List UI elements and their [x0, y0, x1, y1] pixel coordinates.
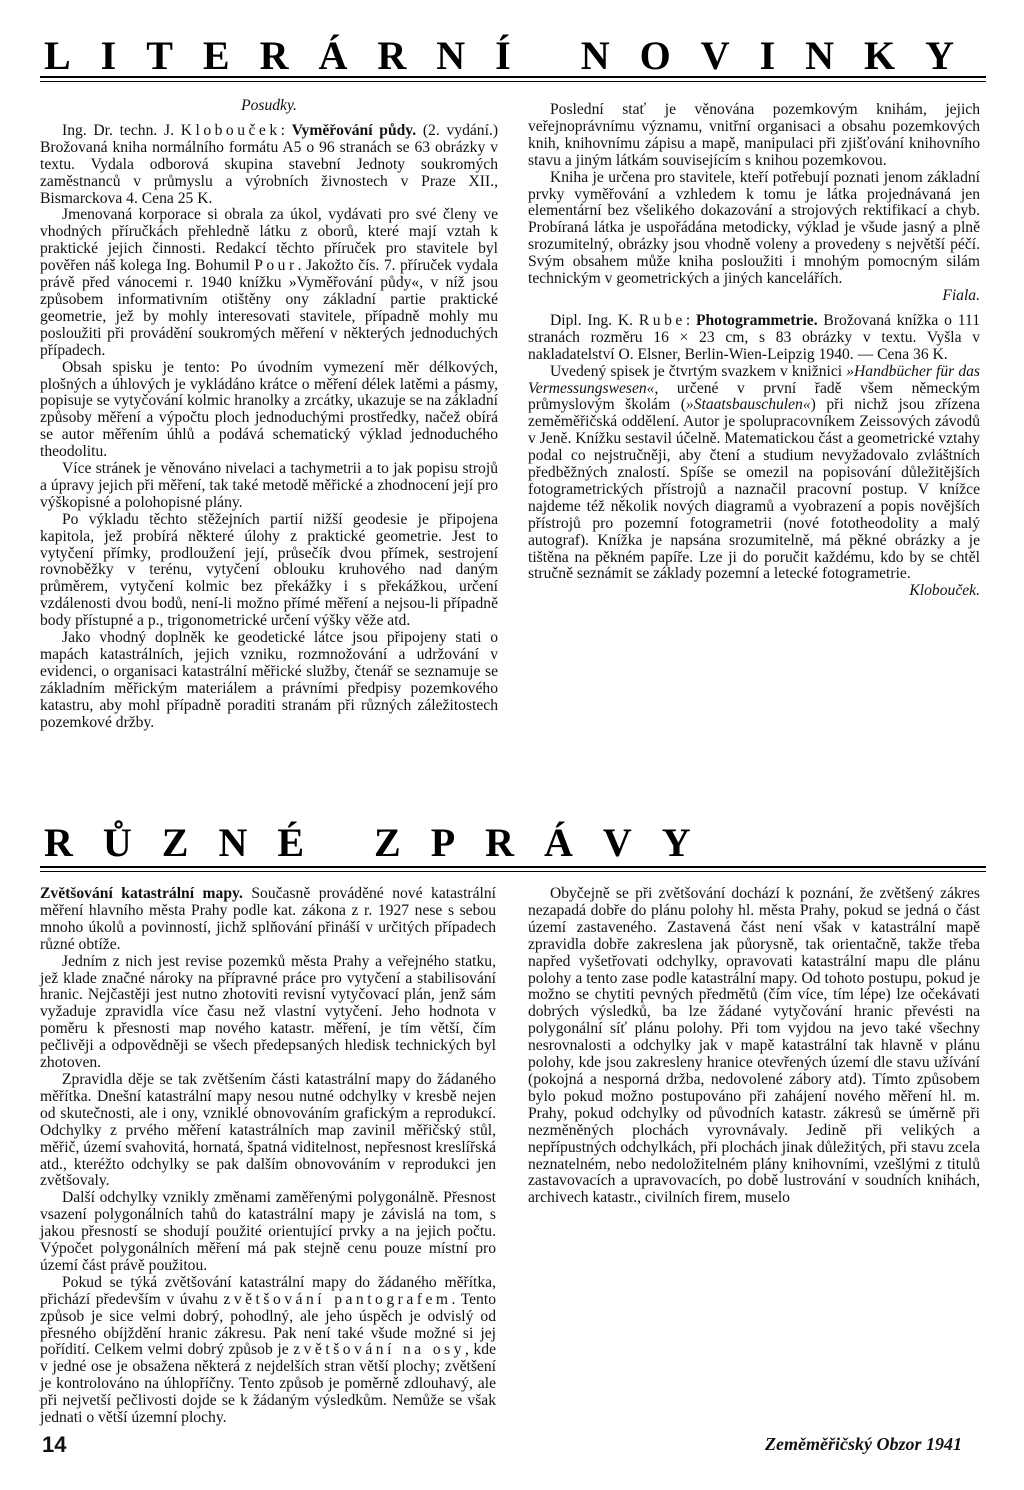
book2-citation: Dipl. Ing. K. Rube: Photogrammetrie. Brožovaná knížka o 111 stranách rozměru 16 × 23 cm, s 83 obrázky v textu. Vyšla v nakladatelství O. Elsner, Berlin-Wien-Leipzig 1940. — Cena 36 K.: [528, 311, 980, 363]
editor-name: Pour: [254, 257, 298, 275]
article-paragraph: Pokud se týká zvětšování katastrální mapy do žádaného měřítka, přichází především v úvahu zvětšování pantografem. Tento způsob je sice velmi dobrý, pohodlný, ale jeho úspěch je odvislý od přesného obíjždění hranic zákresu. Pak není také všude možné si jej pořídití. Celkem velmi dobrý způsob je zvětšování na osy, kde v jedné ose je obsažena některá z nejdelších stran větší plochy; zvětšení je kontrolováno na úhlopříčny. Tento způsob je poměrně zdlouhavý, ale při nejvetší pečlivosti dojde se k žádaným výsledkům. Nemůže se však jednati o větší územní plochy.: [40, 1273, 496, 1427]
book1-paragraph: Jako vhodný doplněk ke geodetické látce jsou připojeny stati o mapách katastrálních, jejich vzniku, rozmnožování a udržování v evidenci, o organisaci katastrální měřické služby, čtenář se seznamuje se základním měřickým materiálem a právními předpisy pozemkového katastru, aby mohl případně poraditi stranám při různých záležitostech pozemkové držby.: [40, 629, 498, 731]
book1-citation: Ing. Dr. techn. J. Klobouček: Vyměřování půdy. (2. vydání.) Brožovaná kniha normálního formátu A5 o 96 stranách se 63 obrázky v textu. Vydala odborová skupina stavební Jednoty soukromých zaměstnanců v průmyslu a výrobních živnostech v Praze XII., Bismarckova 4. Cena 25 K.: [40, 121, 499, 207]
article-paragraph: Další odchylky vznikly změnami zaměřenými polygonálně. Přesnost vsazení polygonálních tahů do katastrální mapy je závislá na tom, s jakou přesností se shodují použité orientující prvky a na jejich počtu. Výpočet polygonálních měření má pak stejně cenu pouze místní pro území část právě použitou.: [40, 1189, 496, 1274]
article-paragraph: Obyčejně se při zvětšování dochází k poznání, že zvětšený zákres nezapadá dobře do plánu polohy hl. města Prahy, pokud se jedná o část území zastaveného. Zastavená část není však v katastrální mapě zpravidla dobře zakreslena jak půorysně, tak orientačně, takže třeba napřed vyšetřovati odchylky, opravovati katastrální mapu dle plánu polohy a tento zase podle katastrální mapy. Od tohoto postupu, pokud je možno se chytiti pevných předmětů (čím více, tím lépe) lze očekávati dobrých výsledků, ba lze žádané vytyčování hranic převésti na polygonální síť plánu polohy. Při tom vyjdou na jevo také všechny nesrovnalosti a odchylky jak v mapě katastrální tak hlavně v plánu polohy, kde jsou zakresleny hranice otevřených území dle stavu užívání (pokojná a nesporná držba, nedovolené zábory atd). Tímto způsobem bylo pokud možno postupováno při zahájení nového měření hl. m. Prahy, pokud odchylky od původních katastr. zákresů se úměrně při nezměněných plochách vyrovnávaly. Jedině při velikých a nepřípustných odchylkách, při plochách jinak důležitých, při stavu zcela neznatelném, nebo nedoložitelném plány knihovními, vzešlými z titulů zastavovacích a upravovacích, po době lustrování v soudních knihách, archivech katastr., civilních firem, muselo: [528, 885, 980, 1207]
reviews-subheading: Posudky.: [241, 97, 297, 114]
series-name: »Handbücher für das Vermessungswesen«: [528, 362, 980, 397]
title-rule-top: [40, 866, 986, 868]
section-title-literary-news: LITERÁRNÍ NOVINKY: [44, 33, 985, 78]
book1-paragraph: Poslední stať je věnována pozemkovým knihám, jejich veřejnoprávnímu významu, vnitřní organisaci a obsahu pozemkových knih, knihovnímu zápisu a mapě, manipulaci při zjišťování knihovního stavu a jiným látkám souvisejícím s knihou pozemkovou.: [528, 101, 980, 169]
journal-name: Zeměměřičský Obzor 1941: [765, 1434, 962, 1454]
section-title-various-news: RŮZNÉ ZPRÁVY: [44, 820, 721, 865]
review-signature-kloboucek: Klobouček.: [909, 582, 980, 600]
title-rule-bottom: [40, 871, 986, 872]
article-paragraph: Jedním z nich jest revise pozemků města Prahy a veřejného statku, jež klade značné nároky na přípravné práce pro vytyčení a stabilisování hranic. Nejčastěji jest nutno zhotoviti revisní vytyčovací plán, jenž sám vyžaduje zpravidla více času než vlastní vytyčení. Jeho hodnota v poměru k přesnosti map nového katastr. měření, je tím větší, čím pečlivěji a odpovědněji se všech předepsaných hledisk technických byl zhotoven.: [40, 952, 496, 1072]
book1-title: Vyměřování půdy.: [291, 121, 417, 139]
book2-author: Rube: [638, 311, 686, 329]
article-paragraph: Zpravidla děje se tak zvětšením části katastrální mapy do žádaného měřítka. Dnešní katastrální mapy nesou nutné odchylky v kresbě nejen od skutečnosti, ale i ony, vzniklé obnovováním grafickým a reprodukcí. Odchylky z prvého měření katastrálních map zavinil měřičský stůl, měřič, území svahovitá, hornatá, špatná viditelnost, nepřesnost kreslířská atd., kteréžto odchylky se pak dalším obnovováním v reprodukci jen zvětšovaly.: [40, 1070, 496, 1190]
title-rule-top: [40, 76, 986, 78]
reviews-column-left: [40, 98, 498, 732]
book1-paragraph: Více stránek je věnováno nivelaci a tachymetrii a to jak popisu strojů a úpravy jejich při měření, tak také metodě měřické a zhodnocení její pro výškopisné a polohopisné plány.: [40, 460, 498, 511]
book1-paragraph: Kniha je určena pro stavitele, kteří potřebují poznati jenom základní prvky vyměřování a vzhledem k tomu je látka projednávaná jen elementární bez všelikého dokazování a strojových rektifikací a chyb. Probíraná látka je uspořádána metodicky, výklad je všude jasný a plně srozumitelný, obrázky jsou vhodně voleny a provedeny s největší péčí. Svým obsahem může kniha posloužiti i mnohým pomocným silám technickým v geometrických a jiných kancelářích.: [528, 168, 980, 288]
news-column-left: [40, 886, 496, 1427]
book2-title: Photogrammetrie.: [695, 311, 818, 329]
title-rule-bottom: [40, 81, 986, 82]
review-signature-fiala: Fiala.: [942, 286, 980, 304]
article-intro: Zvětšování katastrální mapy. Současně prováděné nové katastrální měření hlavního města Prahy podle kat. zákona z r. 1927 nese s sebou mnoho úkolů a povinností, jichž splňování přináší v určitých případech různé obtíže.: [40, 885, 496, 953]
book1-paragraph: Jmenovaná korporace si obrala za úkol, vydávati pro své členy ve vhodných příručkách přehledně látku z oborů, které mají vztah k praktické jejich činnosti. Redakcí těchto příruček pro stavitele byl pověřen náš kolega Ing. Bohumil Pour. Jakožto čís. 7. příruček vydala právě před vánocemi r. 1940 knížku »Vyměřování půdy«, v níž jsou způsobem informativním otištěny ony základní partie praktické geometrie, jež by mohly interesovati stavitele, případně mohly mu posloužiti při provádění soukromých měření v některých jednoduchých případech.: [40, 206, 498, 359]
book1-paragraph: Obsah spisku je tento: Po úvodním vymezení měr délkových, plošných a úhlových je vykládáno krátce o měření délek latěmi a pásmy, popisuje se vytyčování kolmic hranolky a zrcátky, ukazuje se na základní způsoby měření a výpočtu ploch jednoduchými prostředky, načež obírá se autor měřením úhlů a podává schematický výklad jednoduchého theodolitu.: [40, 358, 498, 461]
article-headline: Zvětšování katastrální mapy.: [40, 885, 243, 902]
book1-paragraph: Po výkladu těchto stěžejních partií nižší geodesie je připojena kapitola, jež probírá některé úlohy z praktické geometrie. Jest to vytyčení přímky, prodloužení její, průsečík dvou přímek, sestrojení rovnoběžky v terénu, vytyčení oblouku kruhového nad daným průměrem, vytyčení kolmic bez překážky i s překážkou, určení vzdálenosti dvou bodů, není-li možno přímé měření a nejsou-li případně body přístupné a p., trigonometrické určení výšky věže atd.: [40, 510, 498, 630]
schools-name: »Staatsbauschulen«: [685, 396, 811, 414]
book2-paragraph: Uvedený spisek je čtvrtým svazkem v knižnici »Handbücher für das Vermessungswesen«, určené v první řadě všem německým průmyslovým školám (»Staatsbauschulen«) při nichž jsou zřízena zeměměřičská oddělení. Autor je spolupracovníkem Zeissových závodů v Jeně. Knížku sestavil účelně. Matematickou část a geometrické vztahy podal co nejstručněji, aby čtení a studium nevyžadovalo zvláštních předběžných znalostí. Spíše se omezil na popisování důležitějších fotogrametrických přístrojů a naznačil pracovní postup. V knížce najdeme též několik nových diagramů a vyobrazení a popis novějších přístrojů pro pozemní fotogrametrii (nové fototheodolity a malý autograf). Knížka je napsána srozumitelně, má pěkné obrázky a je tištěna na pěkném papíře. Lze ji do poručit každému, kdo by se chtěl stručně seznámit se základy pozemní a letecké fotogrametrie.: [528, 362, 980, 583]
page-number: 14: [42, 1432, 67, 1457]
book1-author: Klobouček: [180, 121, 281, 139]
reviews-column-right: [528, 102, 980, 600]
news-column-right: [528, 886, 980, 1207]
